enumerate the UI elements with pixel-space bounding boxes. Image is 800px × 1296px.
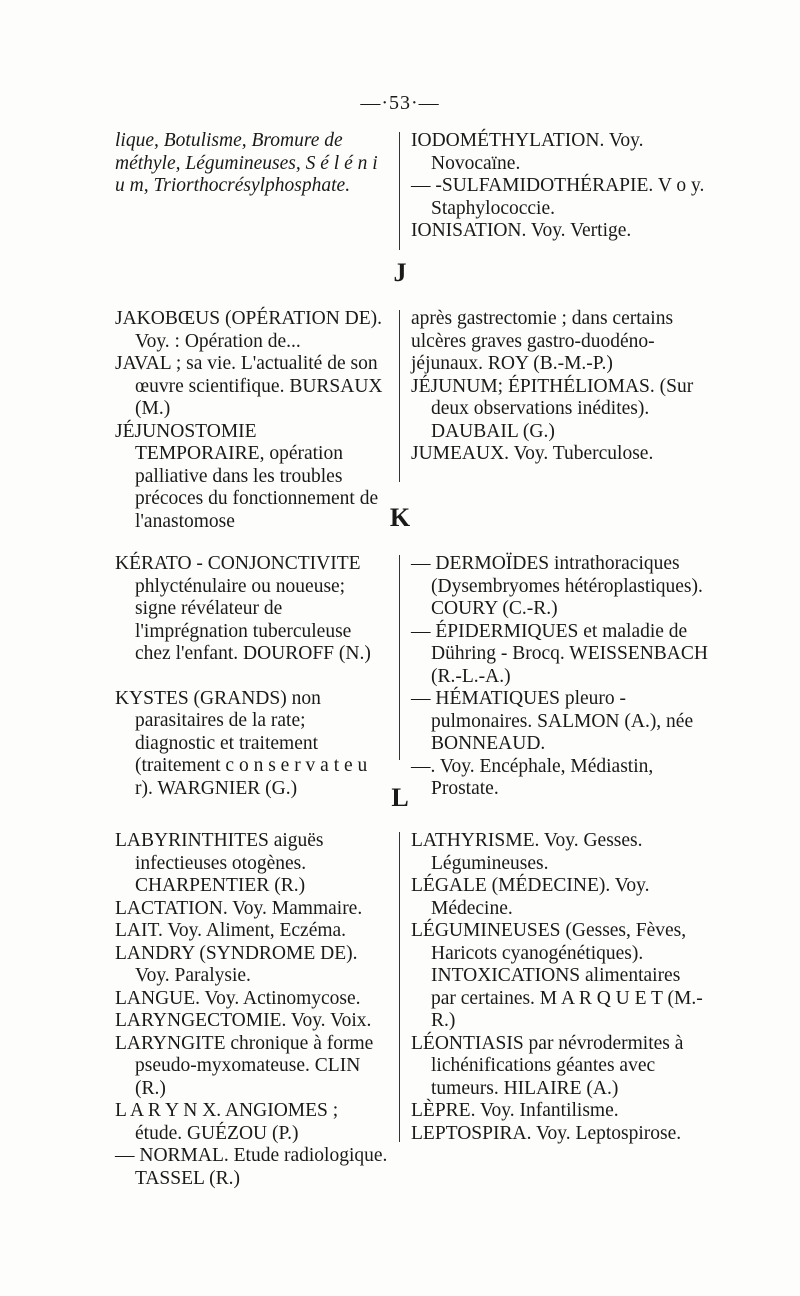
index-entry: JAKOBŒUS (OPÉRATION DE). Voy. : Opération de... [115,308,383,352]
index-entry: — DERMOÏDES intrathoraciques (Dysembryomes hétéroplastiques). COURY (C.-R.) [411,553,703,619]
index-entry: — HÉMATIQUES pleuro - pulmonaires. SALMON (A.), née BONNEAUD. [411,688,694,754]
section-j [0,308,800,532]
index-entry: — ÉPIDERMIQUES et maladie de Dühring - Brocq. WEISSENBACH (R.-L.-A.) [411,620,708,687]
index-entry: IODOMÉTHYLATION. Voy. Novocaïne. [411,130,644,174]
right-column [411,308,709,466]
index-entry: LÉGUMINEUSES (Gesses, Fèves, Haricots cyanogénétiques). INTOXICATIONS alimentaires par certaines. M A R Q U E T (M.-R.) [411,920,703,1031]
index-entry: LANGUE. Voy. Actinomycose. [115,987,361,1009]
index-entry: LATHYRISME. Voy. Gesses. Légumineuses. [411,830,643,874]
index-entry: lique, Botulisme, Bromure de méthyle, Légumineuses, S é l é n i u m, Triorthocrésylphosphate. [115,130,378,196]
index-entry: JAVAL ; sa vie. L'actualité de son œuvre scientifique. BURSAUX (M.) [115,353,383,419]
index-entry: LAIT. Voy. Aliment, Eczéma. [115,920,347,941]
section-k [0,553,800,799]
right-column [411,553,709,801]
index-entry: KÉRATO - CONJONCTIVITE phlycténulaire ou noueuse; signe révélateur de l'imprégnation tuberculeuse chez l'enfant. DOUROFF (N.) [115,553,371,664]
index-entry: LABYRINTHITES aiguës infectieuses otogènes. CHARPENTIER (R.) [115,830,324,896]
index-entry: LÉGALE (MÉDECINE). Voy. Médecine. [411,875,650,919]
index-entry: LARYNGITE chronique à forme pseudo-myxomateuse. CLIN (R.) [115,1032,374,1099]
section-l [0,830,800,1189]
column-divider [399,832,400,1142]
index-entry: — -SULFAMIDOTHÉRAPIE. V o y. Staphylococcie. [411,175,705,219]
index-entry: —. Voy. Encéphale, Médiastin, Prostate. [411,755,654,799]
left-column [115,130,389,198]
section-i-continuation [0,130,800,255]
right-column [411,130,709,243]
index-entry: LÈPRE. Voy. Infantilisme. [411,1100,619,1121]
section-letter-j: J [393,258,407,287]
column-divider [399,555,400,760]
index-entry: JÉJUNOSTOMIE TEMPORAIRE, opération palliative dans les troubles précoces du fonctionnement de l'anastomose [115,420,379,532]
left-column [115,308,389,533]
index-entry: IONISATION. Voy. Vertige. [411,220,632,241]
index-entry: JUMEAUX. Voy. Tuberculose. [411,443,654,464]
section-letter-l: L [391,783,409,812]
section-letter-k: K [389,503,411,532]
index-entry: — NORMAL. Etude radiologique. TASSEL (R.) [115,1145,388,1189]
index-entry: JÉJUNUM; ÉPITHÉLIOMAS. (Sur deux observations inédites). DAUBAIL (G.) [411,375,694,442]
column-divider [399,132,400,250]
index-entry: KYSTES (GRANDS) non parasitaires de la rate; diagnostic et traitement (traitement c o n s e r v a t e u r). WARGNIER (G.) [115,687,368,799]
index-entry: LACTATION. Voy. Mammaire. [115,897,363,919]
page-number: —·53·— [360,92,440,114]
index-entry: après gastrectomie ; dans certains ulcères graves gastro-duodéno-jéjunaux. ROY (B.-M.-P.) [411,308,674,374]
left-column [115,553,389,800]
index-entry: LÉONTIASIS par névrodermites à lichénifications géantes avec tumeurs. HILAIRE (A.) [411,1032,684,1099]
column-divider [399,310,400,482]
index-entry: L A R Y N X. ANGIOMES ; étude. GUÉZOU (P.) [115,1100,339,1144]
index-entry: LEPTOSPIRA. Voy. Leptospirose. [411,1122,682,1144]
index-entry: LANDRY (SYNDROME DE). Voy. Paralysie. [115,942,358,986]
index-entry: LARYNGECTOMIE. Voy. Voix. [115,1010,372,1031]
right-column [411,830,709,1145]
left-column [115,830,389,1190]
